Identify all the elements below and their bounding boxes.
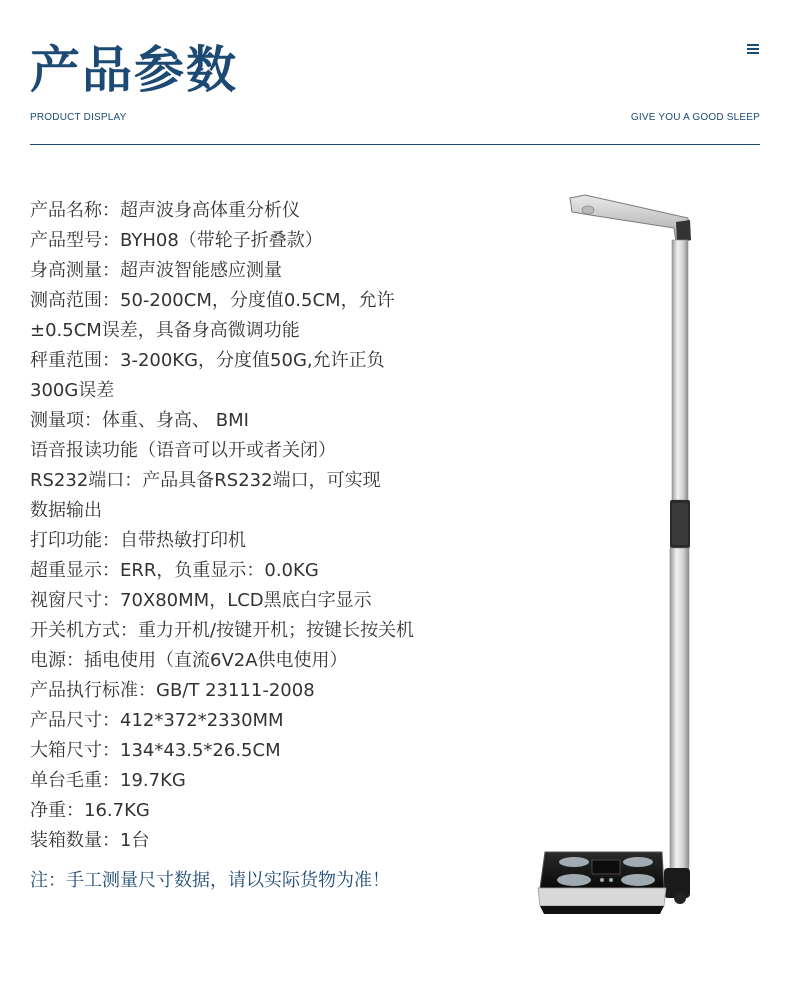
spec-line: 测量项：体重、身高、 BMI xyxy=(30,410,249,431)
spec-line: 身高测量：超声波智能感应测量 xyxy=(30,260,282,281)
spec-line: 产品执行标准：GB/T 23111-2008 xyxy=(30,680,315,701)
menu-bar xyxy=(747,52,759,54)
spec-line: 电源：插电使用（直流6V2A供电使用） xyxy=(30,650,348,671)
spec-line: 净重：16.7KG xyxy=(30,800,150,821)
spec-line: 大箱尺寸：134*43.5*26.5CM xyxy=(30,740,281,761)
spec-line: 产品名称：超声波身高体重分析仪 xyxy=(30,200,300,221)
spec-line: 300G误差 xyxy=(30,380,115,401)
spec-line: 开关机方式：重力开机/按键开机；按键长按关机 xyxy=(30,620,415,641)
menu-bar xyxy=(747,44,759,46)
subtitle-left: PRODUCT DISPLAY xyxy=(30,112,127,123)
menu-bar xyxy=(747,48,759,50)
spec-line: 打印功能：自带热敏打印机 xyxy=(30,530,246,551)
spec-line: 超重显示：ERR，负重显示：0.0KG xyxy=(30,560,319,581)
header-divider xyxy=(30,144,760,145)
spec-line: 数据输出 xyxy=(30,500,102,521)
spec-line: 视窗尺寸：70X80MM，LCD黑底白字显示 xyxy=(30,590,372,611)
measurement-note: 注：手工测量尺寸数据，请以实际货物为准！ xyxy=(30,870,390,891)
spec-list xyxy=(30,196,470,896)
spec-line: RS232端口：产品具备RS232端口，可实现 xyxy=(30,470,381,491)
spec-line: 产品尺寸：412*372*2330MM xyxy=(30,710,284,731)
spec-line: 产品型号：BYH08（带轮子折叠款） xyxy=(30,230,323,251)
subtitle-right: GIVE YOU A GOOD SLEEP xyxy=(630,112,760,123)
spec-line: 测高范围：50-200CM，分度值0.5CM，允许 xyxy=(30,290,395,311)
height-weight-scale-image xyxy=(530,190,710,920)
spec-line: 秤重范围：3-200KG，分度值50G,允许正负 xyxy=(30,350,385,371)
page-title: 产品参数 xyxy=(30,41,238,99)
spec-line: 装箱数量：1台 xyxy=(30,830,150,851)
hamburger-menu-icon[interactable] xyxy=(747,44,759,55)
spec-line: 单台毛重：19.7KG xyxy=(30,770,186,791)
spec-line: ±0.5CM误差，具备身高微调功能 xyxy=(30,320,300,341)
spec-line: 语音报读功能（语音可以开或者关闭） xyxy=(30,440,336,461)
